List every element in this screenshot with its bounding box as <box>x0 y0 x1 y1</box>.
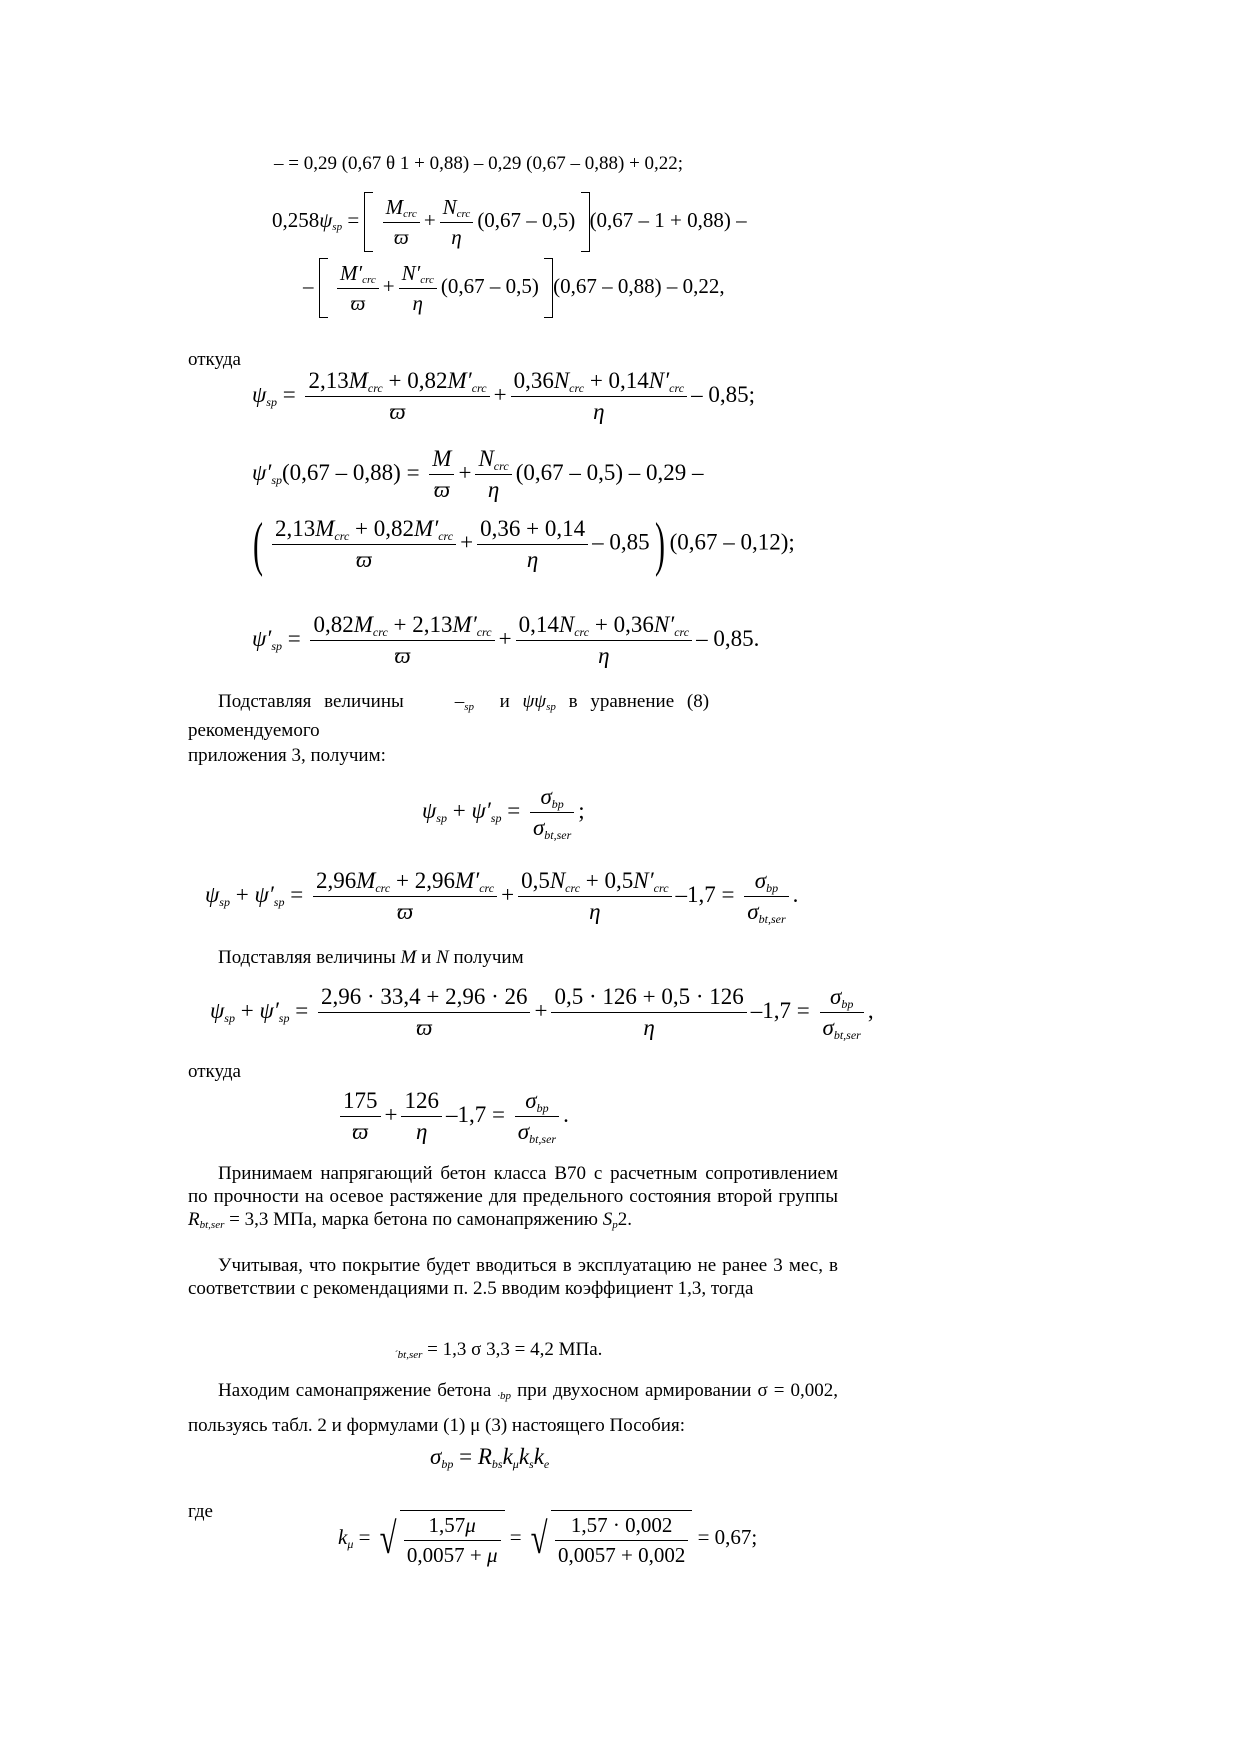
equation-sigma-bp: σbp = Rbskμkske <box>430 1444 550 1471</box>
equation-psi-sp: ψsp = $\frac{\text{2,13Mcrc + 0,82M′crc}}{ϖ}$ + $\frac{\text{0,36Ncrc + 0,14N′crc}}{\eta}$ – 0,85; <box>252 368 755 424</box>
paragraph-concrete: Принимаем напрягающий бетон класса В70 с расчетным сопротивлением по прочности на осевое растяжение для предельного состояния второй группы Rbt,ser = 3,3 МПа, марка бетона по самонапряжению Sp2. <box>188 1163 838 1231</box>
word-whence-1: откуда <box>188 349 241 370</box>
equation-psi-prime-2: ( $\frac{\text{2,13Mcrc + 0,82M′crc}}{ϖ}$ + $\frac{0,36 + 0,14}{\eta}$ – 0,85) (0,67 – 0,12); <box>252 511 795 577</box>
paragraph-substitute: Подставляя величины –sp и ψψsp в уравнение (8) рекомендуемого <box>188 691 710 741</box>
equation-sum-numeric: ψsp + ψ′sp = $\frac{2,96 \cdot 33,4 + 2,96 \cdot 26}{ϖ}$ + $\frac{0,5 \cdot 126 + 0,5 \cdot 126}{\eta}$ –1,7 = $\frac{\text{σbp}}{\text{σbt,ser}}$ , <box>210 984 874 1042</box>
word-where: где <box>188 1501 213 1522</box>
equation-psi-prime-1: ψ′sp(0,67 – 0,88) = $\frac{M}{ϖ}$ + $\frac{\text{Ncrc}}{\eta}$ (0,67 – 0,5) – 0,29 – <box>252 446 704 502</box>
equation-line-top: – = 0,29 (0,67 θ 1 + 0,88) – 0,29 (0,67 – 0,88) + 0,22; <box>274 153 684 174</box>
equation-sum-expanded: ψsp + ψ′sp = $\frac{\text{2,96Mcrc + 2,96M′crc}}{ϖ}$ + $\frac{\text{0,5Ncrc + 0,5N′crc}}{\eta}$ –1,7 = $\frac{\text{σbp}}{\text{σbt,ser}}$ . <box>205 868 799 926</box>
equation-result: $\frac{175}{ϖ}$ + $\frac{126}{\eta}$ –1,7 = $\frac{\text{σbp}}{\text{σbt,ser}}$ . <box>336 1088 569 1145</box>
equation-psi-bracket-2: – $\frac{\text{M′crc}}{ϖ}$ + $\frac{\text{N′crc}}{\eta}$ (0,67 – 0,5) (0,67 – 0,88) – 0,22, <box>303 258 725 318</box>
paragraph-coefficient: Учитывая, что покрытие будет вводиться в эксплуатацию не ранее 3 мес, в соответствии с рекомендациями п. 2.5 вводим коэффициент 1,3, тогда <box>188 1255 838 1299</box>
equation-psi-prime-sp: ψ′sp = $\frac{\text{0,82Mcrc + 2,13M′crc}}{ϖ}$ + $\frac{\text{0,14Ncrc + 0,36N′crc}}{\eta}$ – 0,85. <box>252 612 760 668</box>
equation-psi-bracket-1: 0,258ψsp = $\frac{\text{Mcrc}}{ϖ}$ + $\frac{\text{Ncrc}}{\eta}$ (0,67 – 0,5) (0,67 – 1 + 0,88) – <box>272 192 747 252</box>
paragraph-self-stress: Находим самонапряжение бетона ·bp при двухосном армировании σ = 0,002, пользуясь табл. 2 и формулами (1) μ (3) настоящего Пособия: <box>188 1380 838 1436</box>
paragraph-appendix: приложения 3, получим: <box>188 745 386 766</box>
paragraph-substitute-MN: Подставляя величины M и N получим <box>218 947 524 968</box>
equation-k-mu: kμ = √ $\frac{1,57\mu}{0,0057 + \mu}$ = √ $\frac{1,57 \cdot 0,002}{0,0057 + 0,002}$ = 0,67; <box>338 1510 757 1568</box>
line-rbt-ser: ´bt,ser = 1,3 σ 3,3 = 4,2 МПа. <box>394 1339 603 1361</box>
word-whence-2: откуда <box>188 1061 241 1082</box>
equation-sum-sigma: ψsp + ψ′sp = $\frac{\text{σbp}}{\text{σbt,ser}}$ ; <box>422 784 585 842</box>
